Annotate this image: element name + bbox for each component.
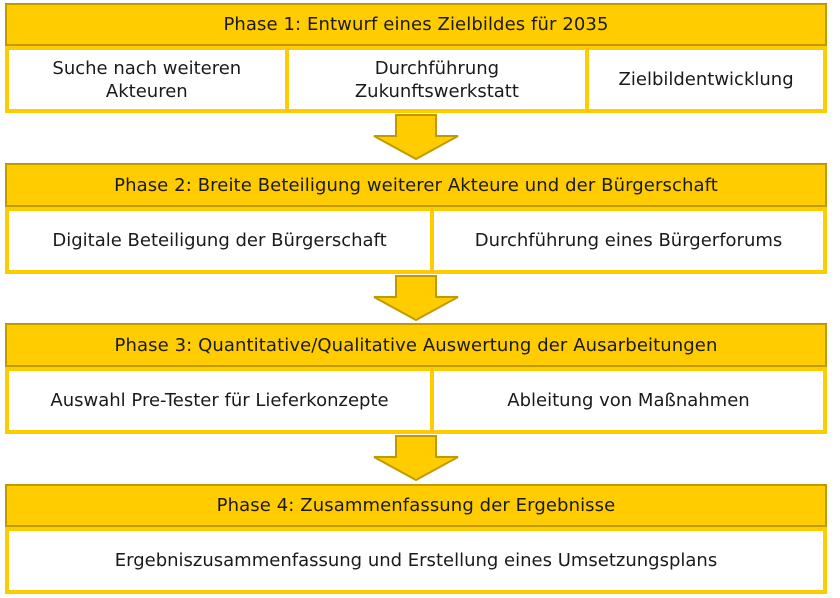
phase-4-header <box>5 484 827 527</box>
phase-3-steps <box>5 367 827 434</box>
phase-1-header <box>5 3 827 46</box>
phase-1-title: Phase 1: Entwurf eines Zielbildes für 2035 <box>223 14 609 35</box>
phase-2-step-1: Digitale Beteiligung der Bürgerschaft <box>9 211 430 270</box>
down-arrow-icon <box>372 114 460 160</box>
phase-3-step-2: Ableitung von Maßnahmen <box>434 371 823 430</box>
down-arrow-icon <box>372 435 460 481</box>
phase-3-title: Phase 3: Quantitative/Qualitative Auswertung der Ausarbeitungen <box>114 334 718 356</box>
phase-1-steps <box>5 46 827 113</box>
phase-1-step-2: Durchführung Zukunftswerkstatt <box>289 50 586 109</box>
phase-4-steps <box>5 527 827 594</box>
phase-2-title: Phase 2: Breite Beteiligung weiterer Akteure und der Bürgerschaft <box>114 174 718 196</box>
phase-2-header <box>5 163 827 207</box>
phase-2-step-2: Durchführung eines Bürgerforums <box>434 211 823 270</box>
down-arrow-icon <box>372 275 460 321</box>
phase-1-step-1: Suche nach weiteren Akteuren <box>9 50 285 109</box>
phase-4-step-1: Ergebniszusammenfassung und Erstellung eines Umsetzungsplans <box>9 531 823 590</box>
phase-2-steps <box>5 207 827 274</box>
phase-4-title: Phase 4: Zusammenfassung der Ergebnisse <box>216 495 616 516</box>
phase-3-step-1: Auswahl Pre-Tester für Lieferkonzepte <box>9 371 430 430</box>
phase-3-header <box>5 323 827 367</box>
phase-1-step-3: Zielbildentwicklung <box>589 50 823 109</box>
